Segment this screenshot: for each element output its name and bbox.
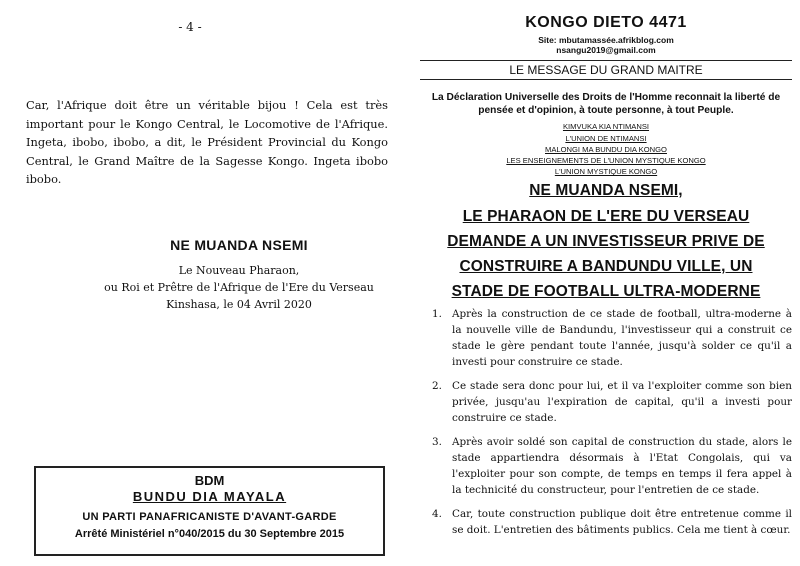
bdm-box — [34, 466, 385, 556]
intro-paragraph: Car, l'Afrique doit être un véritable bijou ! Cela est très important pour le Kongo Central, le Locomotive de l'Afrique. Ingeta, ibobo, ibobo, a dit, le Président Provincial du Kongo Central, le Grand Maître de la Sagesse Kongo. Ingeta ibobo ibobo. — [26, 98, 388, 186]
point-text: Car, toute construction publique doit être entretenue comme il se doit. L'entretien des bâtiments publics. Cela me tient à cœur. — [452, 508, 792, 536]
point-text: Ce stade sera donc pour lui, et il va l'exploiter comme son bien privée, jusqu'au l'expiration de capital, qu'il a investi pour construire ce stade. — [452, 380, 792, 424]
bdm-party: UN PARTI PANAFRICANISTE D'AVANT-GARDE — [82, 511, 337, 523]
declaration-text: La Déclaration Universelle des Droits de l'Homme reconnait la liberté de pensée et d'opinion, à toute personne, à tout Peuple. — [431, 92, 781, 116]
link-union-mystique[interactable]: L'UNION MYSTIQUE KONGO — [554, 167, 658, 176]
point-number: 2. — [432, 380, 442, 392]
link-union-ntimansi[interactable]: L'UNION DE NTIMANSI — [565, 134, 647, 143]
signature-line-3: Kinshasa, le 04 Avril 2020 — [166, 298, 312, 311]
newsletter-title: KONGO DIETO 4471 — [525, 14, 687, 31]
headline-line-3: DEMANDE A UN INVESTISSEUR PRIVE DE — [447, 233, 765, 250]
point-item — [432, 506, 792, 538]
bdm-abbreviation: BDM — [194, 473, 225, 488]
point-text: Après la construction de ce stade de football, ultra-moderne à la nouvelle ville de Bandundu, l'investisseur qui a construit ce stade le gère pendant toute l'année, jusqu'à solder ce qu'il a investi pour construire ce stade. — [452, 308, 792, 368]
link-enseignements[interactable]: LES ENSEIGNEMENTS DE L'UNION MYSTIQUE KONGO — [506, 156, 706, 165]
message-banner: LE MESSAGE DU GRAND MAITRE — [420, 60, 792, 80]
point-number: 3. — [432, 436, 442, 448]
bdm-decree: Arrêté Ministériel n°040/2015 du 30 Septembre 2015 — [74, 528, 345, 540]
headline-line-1: NE MUANDA NSEMI, — [529, 182, 683, 199]
point-text: Après avoir soldé son capital de construction du stade, alors le stade appartiendra désormais à l'Etat Congolais, qui va l'exploiter pour son compte, de temps en temps il fera appel à la technicité du constructeur, pour l'entretien de ce stade. — [452, 436, 792, 496]
email-link[interactable]: nsangu2019@gmail.com — [556, 45, 656, 55]
bdm-name: BUNDU DIA MAYALA — [132, 489, 287, 504]
signature-name: NE MUANDA NSEMI — [170, 237, 308, 253]
point-number: 4. — [432, 508, 442, 520]
headline-line-2: LE PHARAON DE L'ERE DU VERSEAU — [462, 208, 750, 225]
site-link[interactable]: Site: mbutamassée.afrikblog.com — [538, 35, 674, 45]
point-number: 1. — [432, 308, 442, 320]
point-item — [432, 306, 792, 370]
signature-line-2: ou Roi et Prêtre de l'Afrique de l'Ere du Verseau — [104, 281, 374, 294]
signature-line-1: Le Nouveau Pharaon, — [178, 264, 300, 277]
headline-line-4: CONSTRUIRE A BANDUNDU VILLE, UN — [459, 258, 753, 275]
point-item — [432, 434, 792, 498]
page-number: - 4 - — [178, 20, 202, 34]
numbered-points — [432, 306, 792, 546]
point-item — [432, 378, 792, 426]
signature-block — [84, 262, 394, 313]
link-kimvuka[interactable]: KIMVUKA KIA NTIMANSI — [562, 122, 650, 131]
headline-line-5: STADE DE FOOTBALL ULTRA-MODERNE — [451, 283, 761, 300]
link-malongi[interactable]: MALONGI MA BUNDU DIA KONGO — [545, 145, 667, 154]
